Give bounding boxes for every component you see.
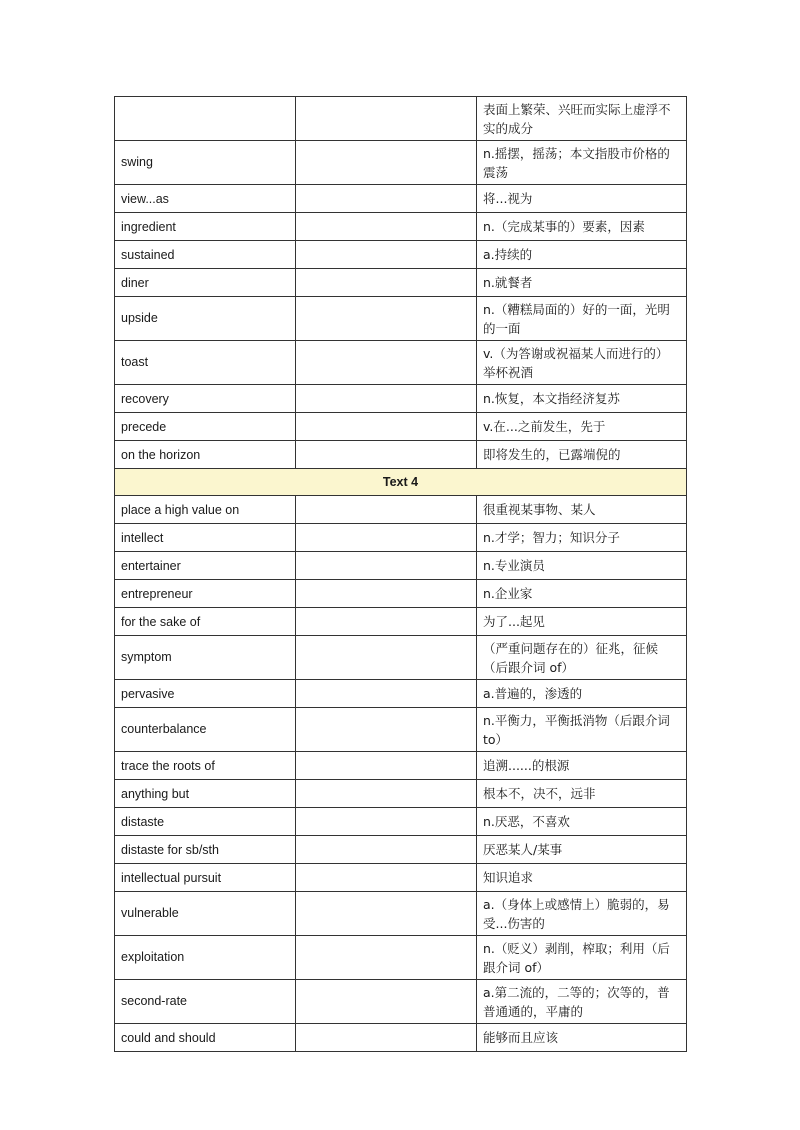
vocab-note-cell bbox=[296, 552, 477, 580]
vocab-row bbox=[115, 808, 687, 836]
vocab-row bbox=[115, 441, 687, 469]
vocab-note-cell bbox=[296, 636, 477, 680]
vocab-note-cell bbox=[296, 524, 477, 552]
vocab-meaning-cell: n.（完成某事的）要素，因素 bbox=[477, 213, 687, 241]
vocab-row bbox=[115, 780, 687, 808]
vocab-term-cell: upside bbox=[115, 297, 296, 341]
vocab-term-cell: pervasive bbox=[115, 680, 296, 708]
vocab-row bbox=[115, 385, 687, 413]
vocab-meaning-cell: a.（身体上或感情上）脆弱的，易受...伤害的 bbox=[477, 892, 687, 936]
vocab-note-cell bbox=[296, 496, 477, 524]
vocab-row bbox=[115, 580, 687, 608]
vocab-row bbox=[115, 864, 687, 892]
vocab-term-cell: second-rate bbox=[115, 980, 296, 1024]
vocab-meaning-cell: 知识追求 bbox=[477, 864, 687, 892]
vocab-term-cell: distaste bbox=[115, 808, 296, 836]
vocab-row bbox=[115, 241, 687, 269]
vocab-term-cell: vulnerable bbox=[115, 892, 296, 936]
vocab-term-cell: for the sake of bbox=[115, 608, 296, 636]
vocab-note-cell bbox=[296, 341, 477, 385]
vocab-term-cell: on the horizon bbox=[115, 441, 296, 469]
vocab-row bbox=[115, 752, 687, 780]
vocab-row bbox=[115, 141, 687, 185]
vocab-term-cell: exploitation bbox=[115, 936, 296, 980]
vocab-note-cell bbox=[296, 836, 477, 864]
vocab-term-cell: place a high value on bbox=[115, 496, 296, 524]
vocab-row bbox=[115, 980, 687, 1024]
vocab-note-cell bbox=[296, 892, 477, 936]
vocab-note-cell bbox=[296, 936, 477, 980]
vocab-note-cell bbox=[296, 808, 477, 836]
vocab-meaning-cell: n.厌恶，不喜欢 bbox=[477, 808, 687, 836]
vocab-meaning-cell: 将...视为 bbox=[477, 185, 687, 213]
vocab-meaning-cell: n.就餐者 bbox=[477, 269, 687, 297]
vocab-note-cell bbox=[296, 864, 477, 892]
vocab-note-cell bbox=[296, 680, 477, 708]
section-header-row bbox=[115, 469, 687, 496]
vocab-term-cell: view...as bbox=[115, 185, 296, 213]
vocab-note-cell bbox=[296, 580, 477, 608]
vocab-meaning-cell: （严重问题存在的）征兆，征候（后跟介词 of） bbox=[477, 636, 687, 680]
vocab-meaning-cell: 厌恶某人/某事 bbox=[477, 836, 687, 864]
vocab-row bbox=[115, 680, 687, 708]
vocab-row bbox=[115, 185, 687, 213]
vocab-term-cell: swing bbox=[115, 141, 296, 185]
vocab-note-cell bbox=[296, 608, 477, 636]
vocab-meaning-cell: 即将发生的，已露端倪的 bbox=[477, 441, 687, 469]
vocab-term-cell: toast bbox=[115, 341, 296, 385]
vocab-meaning-cell: n.摇摆，摇荡；本文指股市价格的震荡 bbox=[477, 141, 687, 185]
vocab-row bbox=[115, 524, 687, 552]
vocab-meaning-cell: 很重视某事物、某人 bbox=[477, 496, 687, 524]
vocab-note-cell bbox=[296, 185, 477, 213]
vocab-note-cell bbox=[296, 1024, 477, 1052]
vocab-meaning-cell: 根本不，决不，远非 bbox=[477, 780, 687, 808]
vocab-row bbox=[115, 269, 687, 297]
vocab-note-cell bbox=[296, 752, 477, 780]
vocab-term-cell: entrepreneur bbox=[115, 580, 296, 608]
vocab-note-cell bbox=[296, 269, 477, 297]
vocab-row bbox=[115, 413, 687, 441]
vocab-meaning-cell: n.企业家 bbox=[477, 580, 687, 608]
vocab-row bbox=[115, 552, 687, 580]
vocab-row bbox=[115, 708, 687, 752]
vocab-meaning-cell: a.持续的 bbox=[477, 241, 687, 269]
vocab-meaning-cell: n.平衡力，平衡抵消物（后跟介词 to） bbox=[477, 708, 687, 752]
vocab-meaning-cell: n.恢复，本文指经济复苏 bbox=[477, 385, 687, 413]
vocab-row bbox=[115, 836, 687, 864]
vocab-meaning-cell: v.（为答谢或祝福某人而进行的）举杯祝酒 bbox=[477, 341, 687, 385]
vocab-term-cell: entertainer bbox=[115, 552, 296, 580]
vocab-meaning-cell: 能够而且应该 bbox=[477, 1024, 687, 1052]
vocab-note-cell bbox=[296, 780, 477, 808]
vocab-term-cell: ingredient bbox=[115, 213, 296, 241]
vocab-term-cell: trace the roots of bbox=[115, 752, 296, 780]
vocab-note-cell bbox=[296, 413, 477, 441]
vocab-term-cell bbox=[115, 97, 296, 141]
vocab-meaning-cell: v.在...之前发生，先于 bbox=[477, 413, 687, 441]
vocab-note-cell bbox=[296, 141, 477, 185]
vocab-row bbox=[115, 1024, 687, 1052]
vocab-term-cell: diner bbox=[115, 269, 296, 297]
vocab-meaning-cell: n.专业演员 bbox=[477, 552, 687, 580]
vocab-meaning-cell: 为了...起见 bbox=[477, 608, 687, 636]
vocab-row bbox=[115, 636, 687, 680]
vocab-term-cell: could and should bbox=[115, 1024, 296, 1052]
vocab-term-cell: counterbalance bbox=[115, 708, 296, 752]
vocab-note-cell bbox=[296, 97, 477, 141]
vocab-term-cell: symptom bbox=[115, 636, 296, 680]
vocab-note-cell bbox=[296, 980, 477, 1024]
vocab-meaning-cell: a.第二流的，二等的；次等的，普普通通的，平庸的 bbox=[477, 980, 687, 1024]
vocab-row bbox=[115, 341, 687, 385]
vocab-meaning-cell: n.才学；智力；知识分子 bbox=[477, 524, 687, 552]
vocab-meaning-cell: a.普遍的，渗透的 bbox=[477, 680, 687, 708]
vocab-row bbox=[115, 297, 687, 341]
vocab-term-cell: precede bbox=[115, 413, 296, 441]
vocab-term-cell: distaste for sb/sth bbox=[115, 836, 296, 864]
vocab-meaning-cell: 表面上繁荣、兴旺而实际上虚浮不实的成分 bbox=[477, 97, 687, 141]
vocab-row bbox=[115, 97, 687, 141]
vocab-row bbox=[115, 936, 687, 980]
vocab-row bbox=[115, 213, 687, 241]
vocab-row bbox=[115, 892, 687, 936]
vocab-note-cell bbox=[296, 213, 477, 241]
vocab-term-cell: intellectual pursuit bbox=[115, 864, 296, 892]
vocab-meaning-cell: n.（贬义）剥削，榨取；利用（后跟介词 of） bbox=[477, 936, 687, 980]
vocab-note-cell bbox=[296, 385, 477, 413]
vocab-note-cell bbox=[296, 297, 477, 341]
vocab-note-cell bbox=[296, 441, 477, 469]
vocab-row bbox=[115, 608, 687, 636]
vocab-term-cell: intellect bbox=[115, 524, 296, 552]
vocabulary-table-body bbox=[115, 97, 687, 1052]
vocab-row bbox=[115, 496, 687, 524]
vocabulary-table bbox=[114, 96, 687, 1052]
vocab-term-cell: sustained bbox=[115, 241, 296, 269]
vocab-term-cell: recovery bbox=[115, 385, 296, 413]
vocab-meaning-cell: n.（糟糕局面的）好的一面，光明的一面 bbox=[477, 297, 687, 341]
vocab-note-cell bbox=[296, 241, 477, 269]
section-title: Text 4 bbox=[115, 469, 687, 496]
vocab-note-cell bbox=[296, 708, 477, 752]
vocab-term-cell: anything but bbox=[115, 780, 296, 808]
vocab-meaning-cell: 追溯......的根源 bbox=[477, 752, 687, 780]
